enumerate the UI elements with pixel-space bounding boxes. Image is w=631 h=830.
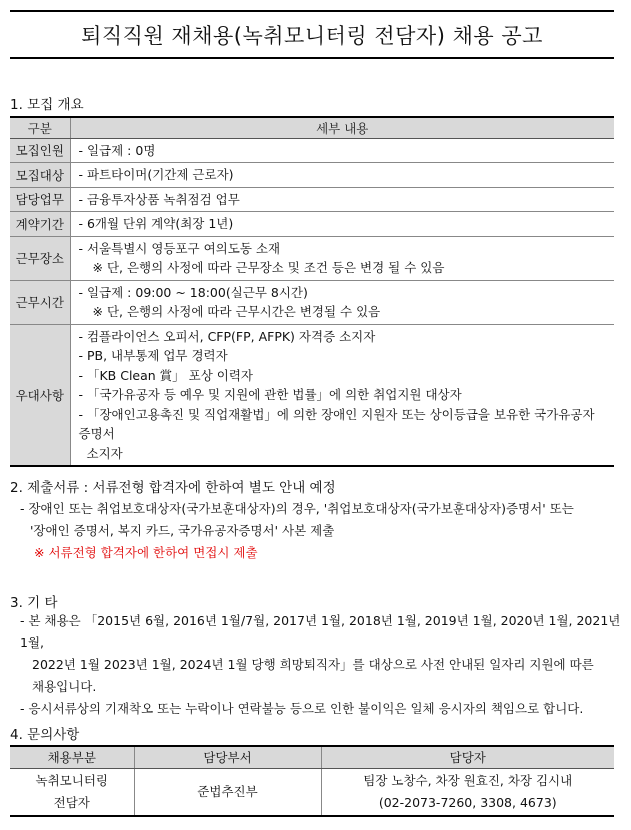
table-row [10, 212, 614, 237]
section2-heading: 2. 제출서류 : 서류전형 합격자에 한하여 별도 안내 예정 [10, 480, 336, 496]
table-row [10, 138, 614, 163]
row-note: ※ 단, 은행의 사정에 따라 근무시간은 변경될 수 있음 [92, 304, 381, 319]
row-line: - 「장애인고용촉진 및 직업재활법」에 의한 장애인 지원자 또는 상이등급을 보유한 국가유공자 증명서 [78, 406, 595, 441]
section2-line: - 장애인 또는 취업보호대상자(국가보훈대상자)의 경우, '취업보호대상자(국가보훈대상자)증명서' 또는 [20, 501, 574, 516]
page-title [10, 10, 614, 59]
table-row [10, 163, 614, 188]
row-note: ※ 단, 은행의 사정에 따라 근무장소 및 조건 등은 변경 될 수 있음 [92, 260, 445, 275]
section3-line: 채용입니다. [32, 679, 97, 694]
row-value [70, 324, 614, 466]
section2-body [20, 498, 574, 564]
table-row [10, 768, 614, 816]
section2-note: ※ 서류전형 합격자에 한하여 면접시 제출 [34, 545, 258, 560]
row-label: 모집대상 [10, 163, 70, 188]
row-value [70, 236, 614, 280]
page-title-text: 퇴직직원 재채용(녹취모니터링 전담자) 채용 공고 [81, 23, 543, 48]
row-line: - 「국가유공자 등 예우 및 지원에 관한 법률」에 의한 취업지원 대상자 [78, 387, 462, 402]
header-details: 세부 내용 [70, 117, 614, 138]
header-contact: 담당자 [321, 746, 614, 768]
row-label: 모집인원 [10, 138, 70, 163]
row-value: - 6개월 단위 계약(최장 1년) [70, 212, 614, 237]
section3-line: - 응시서류상의 기재착오 또는 누락이나 연락불능 등으로 인한 불이익은 일체 응시자의 책임으로 합니다. [20, 701, 584, 716]
row-label: 근무장소 [10, 236, 70, 280]
header-category: 구분 [10, 117, 70, 138]
row-value: - 금융투자상품 녹취점검 업무 [70, 187, 614, 212]
table-header-row [10, 117, 614, 138]
row-label: 계약기간 [10, 212, 70, 237]
row-label: 우대사항 [10, 324, 70, 466]
contact-names: 팀장 노창수, 차장 원효진, 차장 김시내 [363, 772, 573, 788]
position-cell [10, 768, 134, 816]
table-row [10, 324, 614, 466]
position-line: 전담자 [53, 794, 90, 810]
row-value [70, 280, 614, 324]
row-label: 담당업무 [10, 187, 70, 212]
header-department: 담당부서 [134, 746, 321, 768]
section3-line: - 본 채용은 「2015년 6월, 2016년 1월/7월, 2017년 1월, 2018년 1월, 2019년 1월, 2020년 1월, 2021년 1월, [20, 613, 621, 650]
contact-phones: (02-2073-7260, 3308, 4673) [378, 794, 557, 810]
position-line: 녹취모니터링 [35, 772, 108, 788]
section3-heading: 3. 기 타 [10, 595, 58, 611]
row-value: - 일급제 : 0명 [70, 138, 614, 163]
row-label: 근무시간 [10, 280, 70, 324]
section1-heading: 1. 모집 개요 [10, 97, 84, 113]
table-row [10, 280, 614, 324]
section4-heading: 4. 문의사항 [10, 727, 80, 743]
recruitment-overview-table [10, 116, 614, 467]
row-line: 소지자 [86, 445, 123, 461]
table-row [10, 187, 614, 212]
row-line: - PB, 내부통제 업무 경력자 [78, 348, 228, 363]
header-position: 채용부분 [10, 746, 134, 768]
section3-body [20, 610, 631, 720]
section3-line: 2022년 1월 2023년 1월, 2024년 1월 당행 희망퇴직자」를 대상으로 사전 안내된 일자리 지원에 따른 [32, 657, 594, 672]
section2-line: '장애인 증명서, 복지 카드, 국가유공자증명서' 사본 제출 [30, 523, 335, 538]
row-line: - 서울특별시 영등포구 여의도동 소재 [78, 240, 281, 256]
contact-cell [321, 768, 614, 816]
row-line: - 「KB Clean 賞」 포상 이력자 [78, 367, 253, 383]
table-row [10, 236, 614, 280]
row-line: - 일급제 : 09:00 ~ 18:00(실근무 8시간) [78, 284, 308, 300]
department-cell: 준법추진부 [134, 768, 321, 816]
row-line: - 컴플라이언스 오피서, CFP(FP, AFPK) 자격증 소지자 [78, 328, 376, 344]
table-header-row [10, 746, 614, 768]
row-value: - 파트타이머(기간제 근로자) [70, 163, 614, 188]
contact-table [10, 745, 614, 817]
